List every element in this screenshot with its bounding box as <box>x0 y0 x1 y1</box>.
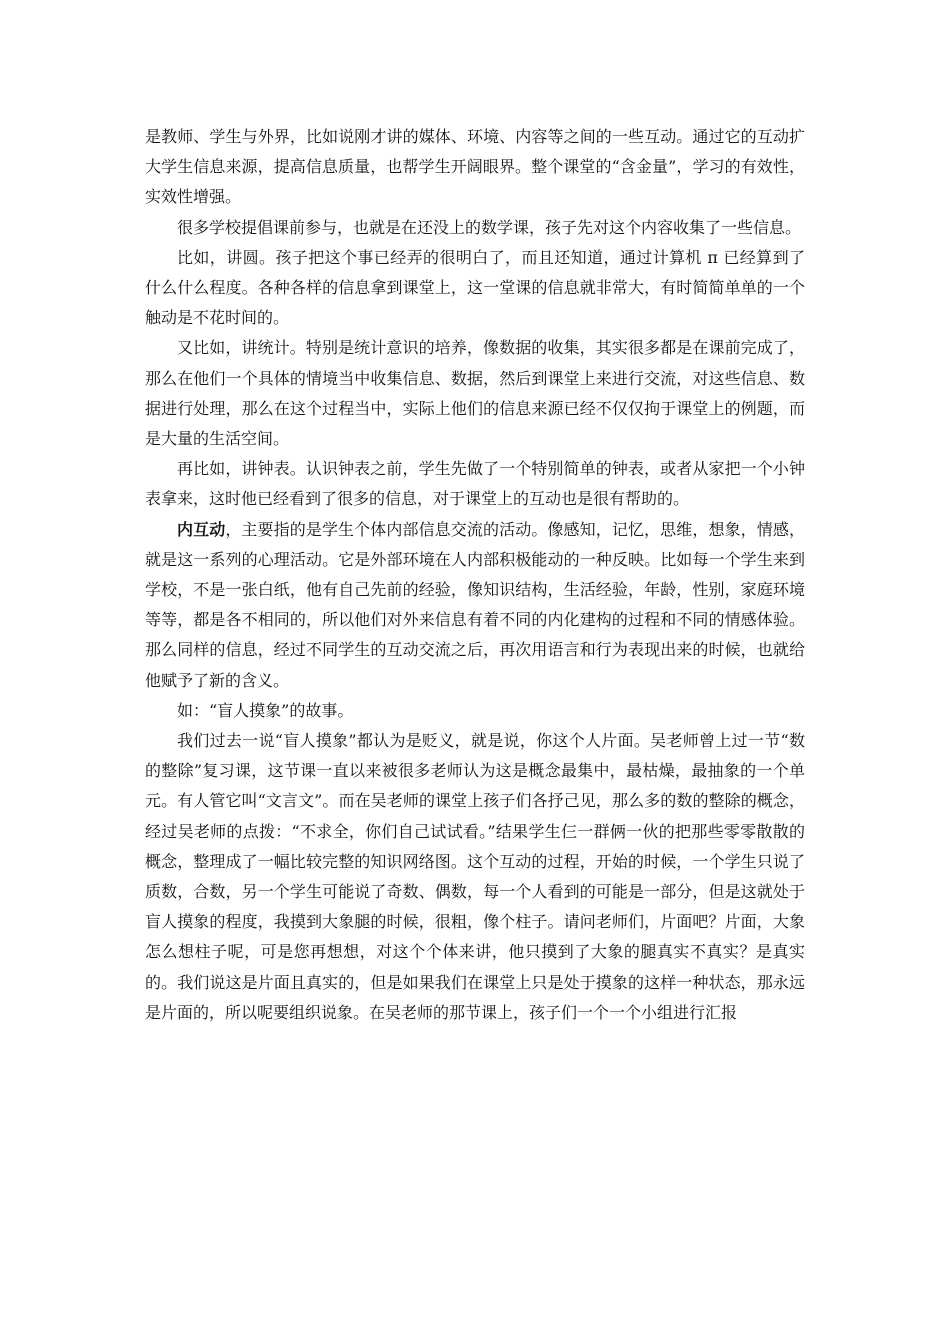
paragraph-text: 是教师、学生与外界，比如说刚才讲的媒体、环境、内容等之间的一些互动。通过它的互动扩大学生信息来源，提高信息质量，也帮学生开阔眼界。整个课堂的“含金量”，学习的有效性，实效性增强。 <box>145 127 805 207</box>
paragraph-6 <box>145 515 805 696</box>
paragraph-text: 比如，讲圆。孩子把这个事已经弄的很明白了，而且还知道，通过计算机 π 已经算到了什么什么程度。各种各样的信息拿到课堂上，这一堂课的信息就非常大，有时简简单单的一个触动是不花时间的。 <box>145 247 805 328</box>
paragraph-1 <box>145 122 805 213</box>
paragraph-text: 如：“盲人摸象”的故事。 <box>177 700 354 720</box>
document-page <box>145 122 805 1028</box>
paragraph-text: 很多学校提倡课前参与，也就是在还没上的数学课，孩子先对这个内容收集了一些信息。 <box>177 217 802 237</box>
paragraph-7 <box>145 696 805 726</box>
paragraph-8 <box>145 726 805 1028</box>
paragraph-text: ，主要指的是学生个体内部信息交流的活动。像感知，记忆，思维，想象，情感，就是这一系列的心理活动。它是外部环境在人内部积极能动的一种反映。比如每一个学生来到学校，不是一张白纸，他有自己先前的经验，像知识结构，生活经验，年龄，性别，家庭环境等等，都是各不相同的，所以他们对外来信息有着不同的内化建构的过程和不同的情感体验。那么同样的信息，经过不同学生的互动交流之后，再次用语言和行为表现出来的时候，也就给他赋予了新的含义。 <box>145 519 805 690</box>
paragraph-text: 又比如，讲统计。特别是统计意识的培养，像数据的收集，其实很多都是在课前完成了，那么在他们一个具体的情境当中收集信息、数据，然后到课堂上来进行交流，对这些信息、数据进行处理，那么在这个过程当中，实际上他们的信息来源已经不仅仅拘于课堂上的例题，而是大量的生活空间。 <box>145 338 805 449</box>
paragraph-2 <box>145 213 805 243</box>
paragraph-4 <box>145 333 805 454</box>
paragraph-text: 我们过去一说“盲人摸象”都认为是贬义，就是说，你这个人片面。吴老师曾上过一节“数的整除”复习课，这节课一直以来被很多老师认为这是概念最集中，最枯燥，最抽象的一个单元。有人管它叫“文言文”。而在吴老师的课堂上孩子们各抒己见，那么多的数的整除的概念，经过吴老师的点拨：“不求全，你们自己试试看。”结果学生仨一群俩一伙的把那些零零散散的概念，整理成了一幅比较完整的知识网络图。这个互动的过程，开始的时候，一个学生只说了质数，合数，另一个学生可能说了奇数、偶数，每一个人看到的可能是一部分，但是这就处于盲人摸象的程度，我摸到大象腿的时候，很粗，像个柱子。请问老师们，片面吧？片面，大象怎么想柱子呢，可是您再想想，对这个个体来讲，他只摸到了大象的腿真实不真实？是真实的。我们说这是片面且真实的，但是如果我们在课堂上只是处于摸象的这样一种状态，那永远是片面的，所以呢要组织说象。在吴老师的那节课上，孩子们一个一个小组进行汇报 <box>145 731 805 1022</box>
paragraph-3 <box>145 243 805 334</box>
paragraph-bold-lead: 内互动 <box>177 519 226 539</box>
paragraph-text: 再比如，讲钟表。认识钟表之前，学生先做了一个特别简单的钟表，或者从家把一个小钟表拿来，这时他已经看到了很多的信息，对于课堂上的互动也是很有帮助的。 <box>145 459 805 509</box>
paragraph-5 <box>145 454 805 514</box>
